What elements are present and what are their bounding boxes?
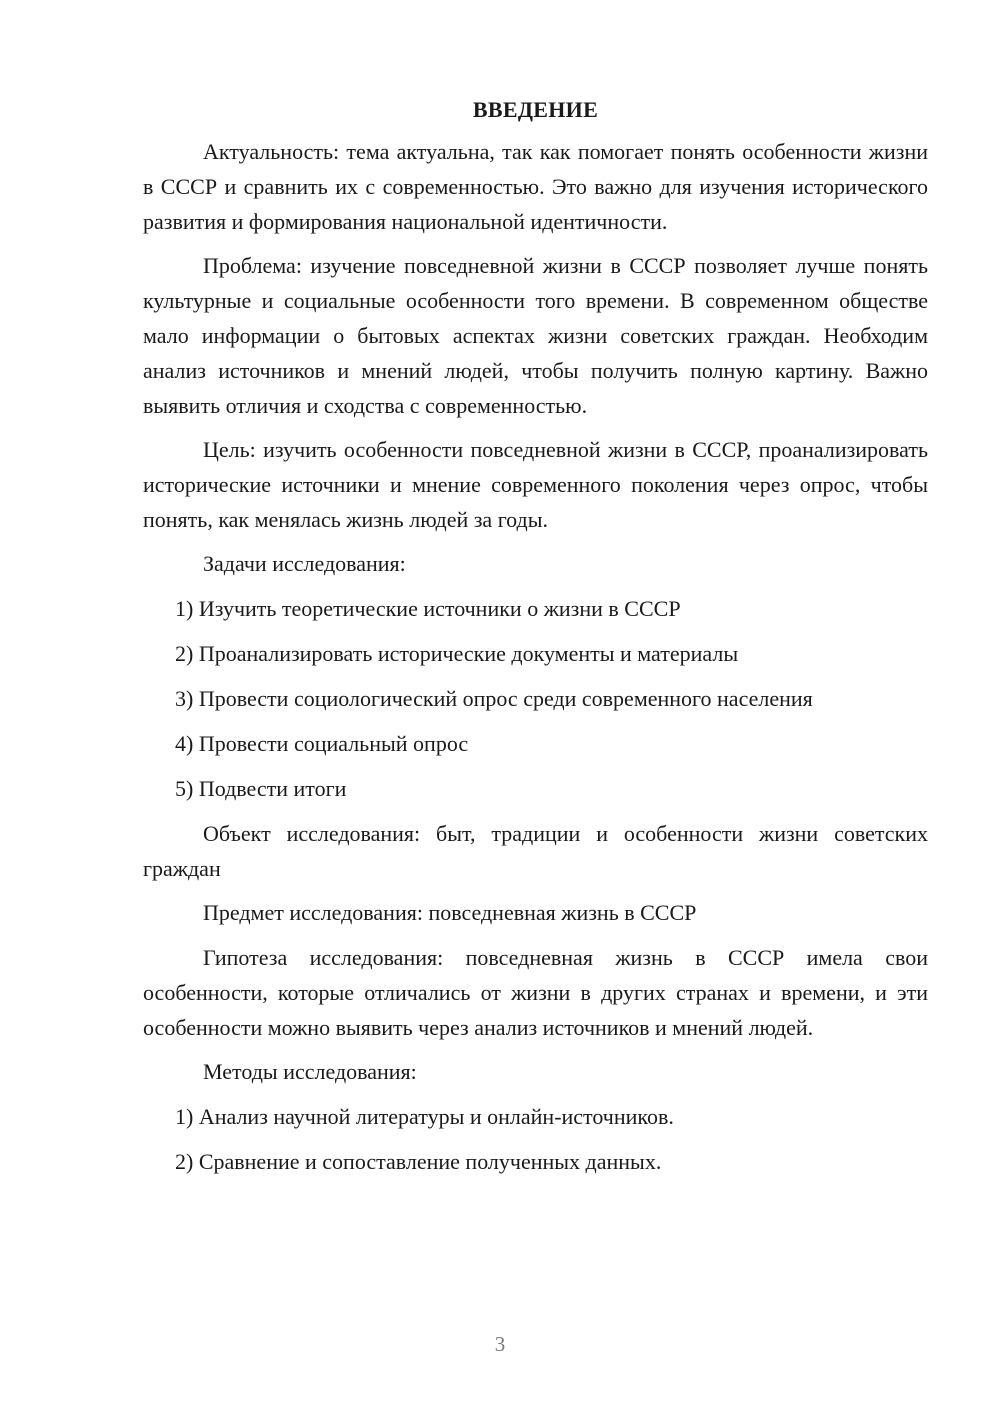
task-item: 3) Провести социологический опрос среди современного населения: [175, 686, 813, 711]
object-paragraph: Объект исследования: быт, традиции и особенности жизни советских граждан: [143, 821, 928, 881]
subject-paragraph: Предмет исследования: повседневная жизнь в СССР: [203, 900, 697, 925]
task-item: 1) Изучить теоретические источники о жизни в СССР: [175, 596, 681, 621]
tasks-heading: Задачи исследования:: [203, 551, 406, 576]
problem-paragraph: Проблема: изучение повседневной жизни в СССР позволяет лучше понять культурные и социальные особенности того времени. В современном обществе мало информации о бытовых аспектах жизни советских граждан. Необходим анализ источников и мнений людей, чтобы получить полную картину. Важно выявить отличия и сходства с современностью.: [143, 253, 928, 418]
methods-heading: Методы исследования:: [203, 1059, 417, 1084]
relevance-paragraph: Актуальность: тема актуальна, так как помогает понять особенности жизни в СССР и сравнить их с современностью. Это важно для изучения исторического развития и формирования национальной идентичности.: [143, 139, 928, 234]
document-page: [143, 92, 928, 1189]
method-item: 1) Анализ научной литературы и онлайн-источников.: [175, 1104, 674, 1129]
page-title: ВВЕДЕНИЕ: [472, 97, 599, 122]
hypothesis-paragraph: Гипотеза исследования: повседневная жизнь в СССР имела свои особенности, которые отличались от жизни в других странах и времени, и эти особенности можно выявить через анализ источников и мнений людей.: [143, 945, 928, 1040]
goal-paragraph: Цель: изучить особенности повседневной жизни в СССР, проанализировать исторические источники и мнение современного поколения через опрос, чтобы понять, как менялась жизнь людей за годы.: [143, 437, 928, 532]
page-number: 3: [494, 1332, 506, 1356]
method-item: 2) Сравнение и сопоставление полученных данных.: [175, 1149, 662, 1174]
task-item: 5) Подвести итоги: [175, 776, 347, 801]
task-item: 2) Проанализировать исторические документы и материалы: [175, 641, 739, 666]
task-item: 4) Провести социальный опрос: [175, 731, 469, 756]
